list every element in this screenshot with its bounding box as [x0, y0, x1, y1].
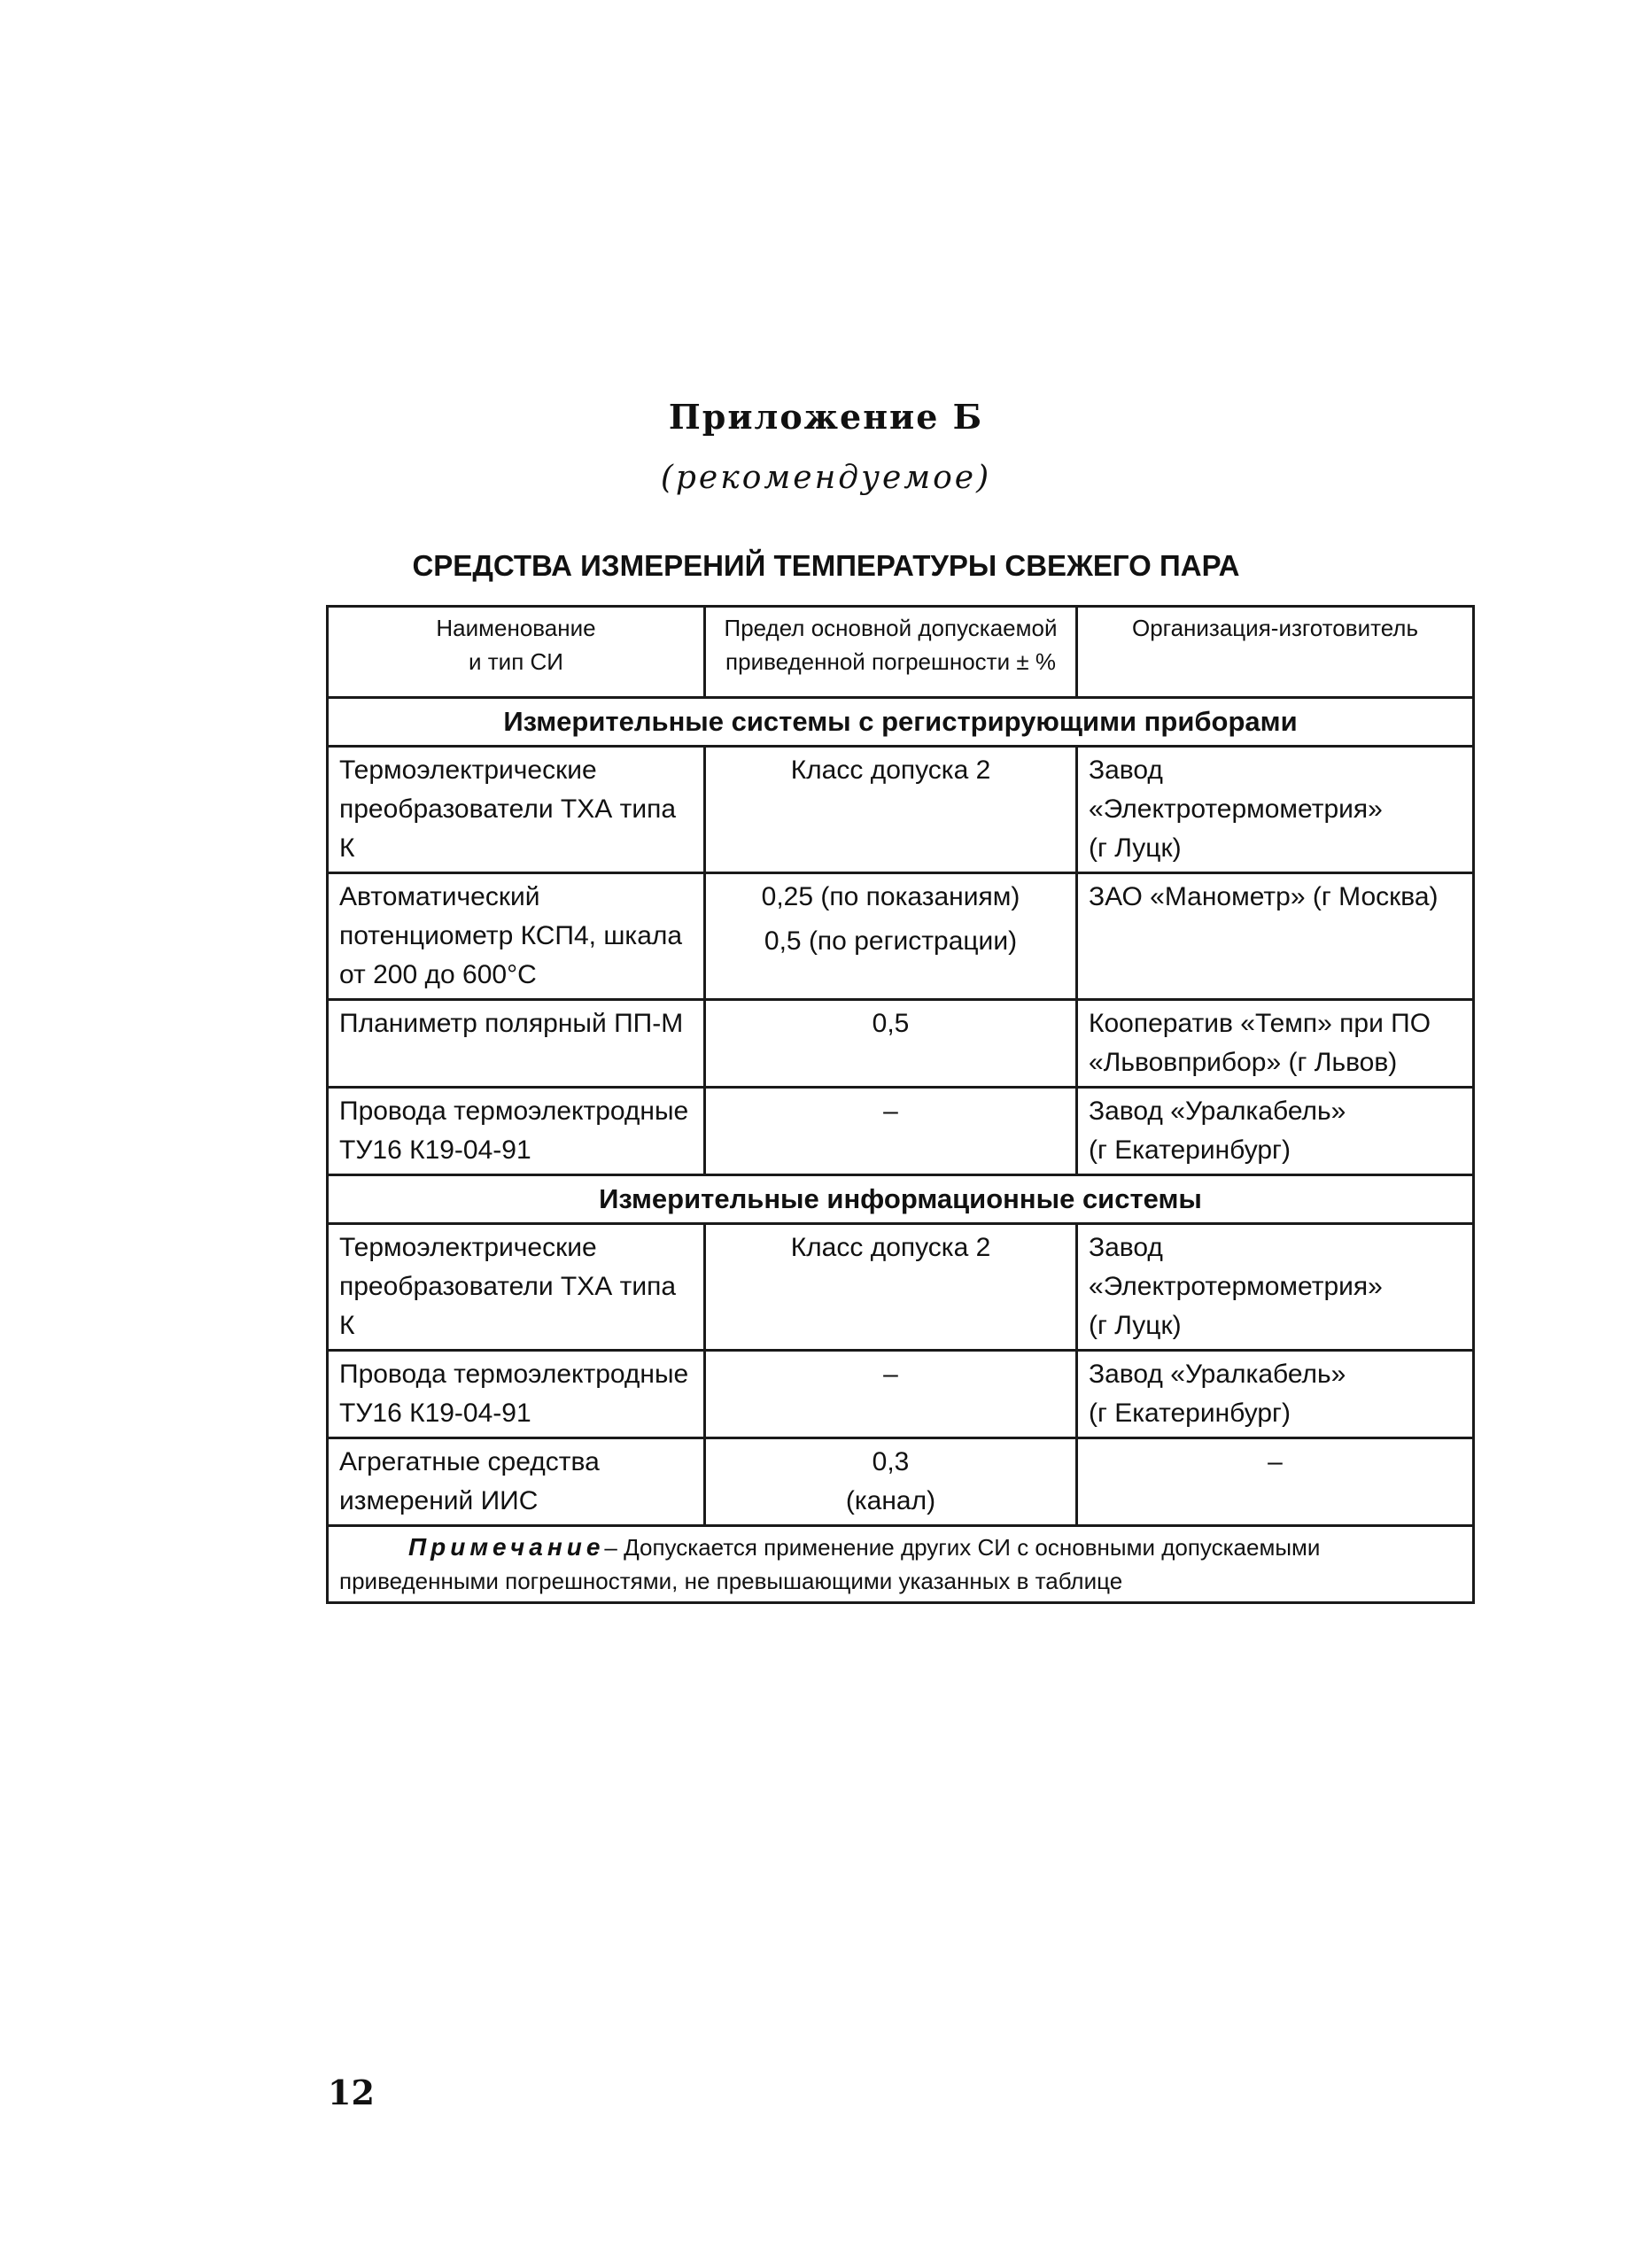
cell-error: 0,5	[705, 1000, 1077, 1088]
section-title: Измерительные системы с регистрирующими приборами	[328, 698, 1474, 747]
cell-manufacturer: Завод «Электротермометрия» (г Луцк)	[1077, 1224, 1474, 1351]
table-note-row	[328, 1526, 1474, 1603]
note-text: – Допускается применение других СИ с основными допускаемыми приведенными погрешностями, не превышающими указанных в таблице	[339, 1534, 1321, 1594]
cell-error: –	[705, 1088, 1077, 1175]
section-recording-systems	[328, 698, 1474, 747]
cell-error: –	[705, 1351, 1077, 1438]
table-row	[328, 873, 1474, 1000]
note-label: Примечание	[408, 1533, 605, 1561]
section-title: Измерительные информационные системы	[328, 1175, 1474, 1224]
cell-name: Провода термоэлектродные ТУ16 К19-04-91	[328, 1351, 705, 1438]
section-information-systems	[328, 1175, 1474, 1224]
cell-error: 0,3 (канал)	[705, 1438, 1077, 1526]
appendix-title: Приложение Б	[668, 397, 984, 437]
instruments-table	[326, 605, 1475, 1604]
header-error-limit: Предел основной допускаемой приведенной погрешности ± %	[705, 607, 1077, 698]
appendix-status: (рекомендуемое)	[660, 460, 992, 496]
cell-manufacturer: Завод «Уралкабель» (г Екатеринбург)	[1077, 1351, 1474, 1438]
header-name-type: Наименование и тип СИ	[328, 607, 705, 698]
cell-name: Термоэлектрические преобразователи ТХА типа К	[328, 747, 705, 873]
table-row	[328, 1224, 1474, 1351]
cell-manufacturer: Завод «Уралкабель» (г Екатеринбург)	[1077, 1088, 1474, 1175]
cell-name: Провода термоэлектродные ТУ16 К19-04-91	[328, 1088, 705, 1175]
table-row	[328, 1088, 1474, 1175]
cell-name: Планиметр полярный ПП-М	[328, 1000, 705, 1088]
table-row	[328, 747, 1474, 873]
cell-manufacturer: –	[1077, 1438, 1474, 1526]
cell-manufacturer: Кооператив «Темп» при ПО «Львовприбор» (г Львов)	[1077, 1000, 1474, 1088]
cell-manufacturer: Завод «Электротермометрия» (г Луцк)	[1077, 747, 1474, 873]
header-manufacturer: Организация-изготовитель	[1077, 607, 1474, 698]
cell-error: Класс допуска 2	[705, 747, 1077, 873]
cell-name: Термоэлектрические преобразователи ТХА типа К	[328, 1224, 705, 1351]
cell-error: 0,25 (по показаниям) 0,5 (по регистрации)	[705, 873, 1077, 1000]
page-number: 12	[328, 2073, 375, 2112]
cell-manufacturer: ЗАО «Манометр» (г Москва)	[1077, 873, 1474, 1000]
cell-error: Класс допуска 2	[705, 1224, 1077, 1351]
table-header-row	[328, 607, 1474, 698]
table-row	[328, 1438, 1474, 1526]
table-title: СРЕДСТВА ИЗМЕРЕНИЙ ТЕМПЕРАТУРЫ СВЕЖЕГО ПАРА	[412, 549, 1240, 582]
table-row	[328, 1351, 1474, 1438]
table-row	[328, 1000, 1474, 1088]
cell-name: Агрегатные средства измерений ИИС	[328, 1438, 705, 1526]
cell-name: Автоматический потенциометр КСП4, шкала от 200 до 600°С	[328, 873, 705, 1000]
table-note	[328, 1526, 1474, 1603]
